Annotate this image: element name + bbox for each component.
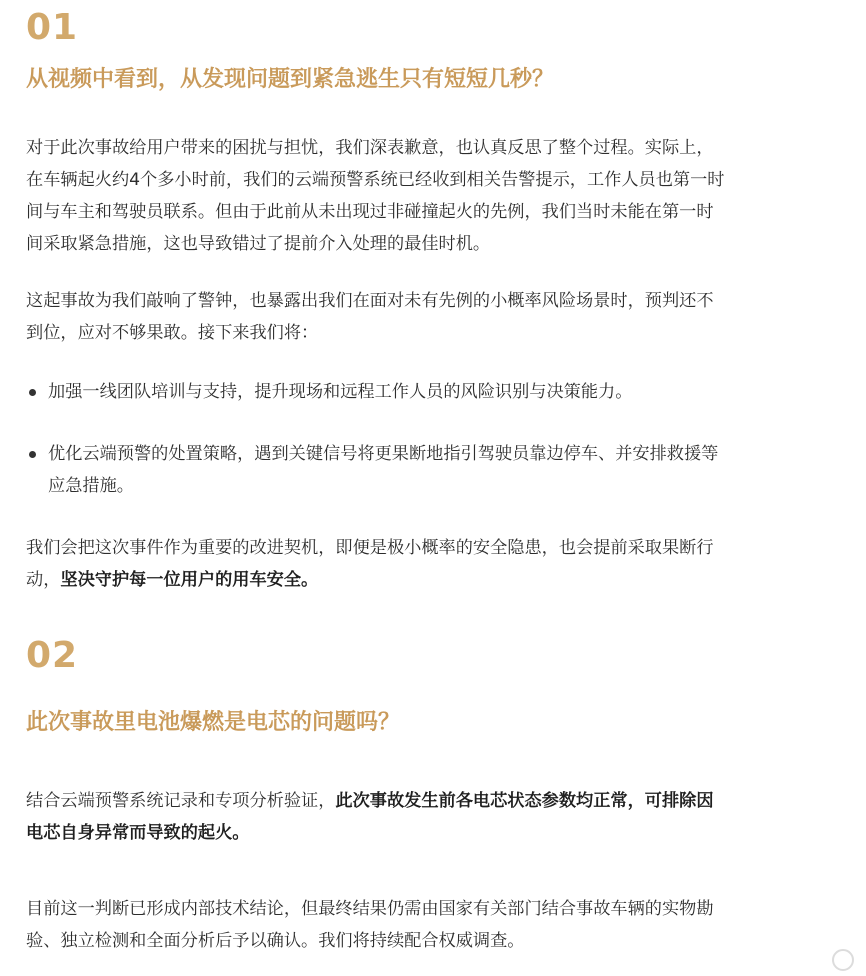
text-line <box>26 785 840 817</box>
text-segment: 结合云端预警系统记录和专项分析验证， <box>26 791 336 811</box>
text-line <box>26 564 840 596</box>
text-line: 间与车主和驾驶员联系。但由于此前从未出现过非碰撞起火的先例，我们当时未能在第一时 <box>26 202 714 222</box>
text-line: 对于此次事故给用户带来的困扰与担忧，我们深表歉意，也认真反思了整个过程。实际上， <box>26 138 714 158</box>
text-segment: 动， <box>26 570 61 590</box>
list-item-text: 加强一线团队培训与支持，提升现场和远程工作人员的风险识别与决策能力。 <box>48 382 633 402</box>
section-1-number: 01 <box>26 7 79 48</box>
watermark <box>832 946 854 974</box>
section-1-paragraph-2 <box>26 285 840 349</box>
text-line: 间采取紧急措施，这也导致错过了提前介入处理的最佳时机。 <box>26 234 491 254</box>
text-line: 验、独立检测和全面分析后予以确认。我们将持续配合权威调查。 <box>26 931 525 951</box>
text-line: 目前这一判断已形成内部技术结论，但最终结果仍需由国家有关部门结合事故车辆的实物勘 <box>26 899 714 919</box>
bullet-dot-icon <box>29 451 36 458</box>
watermark-logo-icon <box>832 949 854 971</box>
text-line: 我们会把这次事件作为重要的改进契机，即便是极小概率的安全隐患，也会提前采取果断行 <box>26 538 714 558</box>
list-item-text: 应急措施。 <box>48 476 134 496</box>
section-1-paragraph-3 <box>26 532 840 596</box>
list-item <box>26 438 840 502</box>
list-item-text: 优化云端预警的处置策略，遇到关键信号将更果断地指引驾驶员靠边停车、并安排救援等 <box>48 444 719 464</box>
section-1-paragraph-1 <box>26 132 840 260</box>
bold-text-line: 电芯自身异常而导致的起火。 <box>26 823 250 843</box>
list-item <box>26 376 840 408</box>
bold-text: 此次事故发生前各电芯状态参数均正常，可排除因 <box>335 791 714 811</box>
text-line: 在车辆起火约4个多小时前，我们的云端预警系统已经收到相关告警提示，工作人员也第一时 <box>26 170 725 190</box>
text-line: 到位，应对不够果敢。接下来我们将： <box>26 323 319 343</box>
section-2-paragraph-1 <box>26 785 840 849</box>
section-1-title: 从视频中看到，从发现问题到紧急逃生只有短短几秒？ <box>26 67 555 92</box>
bullet-dot-icon <box>29 389 36 396</box>
section-2-title: 此次事故里电池爆燃是电芯的问题吗？ <box>26 710 401 735</box>
text-line: 这起事故为我们敲响了警钟，也暴露出我们在面对未有先例的小概率风险场景时，预判还不 <box>26 291 714 311</box>
section-2-paragraph-2 <box>26 893 840 957</box>
section-2-number: 02 <box>26 635 79 676</box>
bold-text: 坚决守护每一位用户的用车安全。 <box>60 570 319 590</box>
